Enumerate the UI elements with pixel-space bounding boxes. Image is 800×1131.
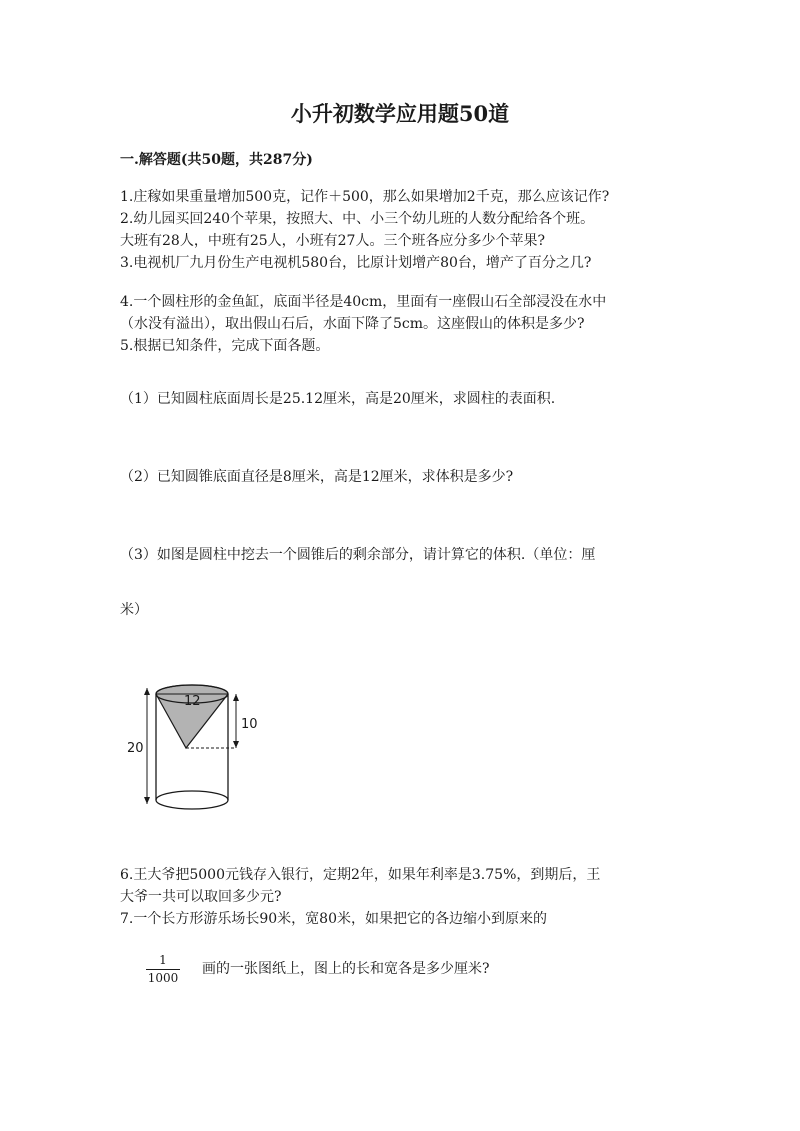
height-20-label: 20 [127, 741, 144, 756]
question-4-line-1: 4.一个圆柱形的金鱼缸，底面半径是40cm，里面有一座假山石全部浸没在水中 [120, 294, 607, 310]
question-5-part-3-line-2: 米） [120, 602, 148, 618]
fraction-denominator: 1000 [147, 971, 179, 985]
cylinder-cone-figure [118, 672, 268, 822]
fraction-1-over-1000 [146, 953, 180, 986]
diameter-label: 12 [184, 694, 201, 709]
question-5-part-1: （1）已知圆柱底面周长是25.12厘米，高是20厘米，求圆柱的表面积. [120, 391, 556, 407]
height-20-arrow-bottom [144, 797, 150, 804]
cone-height-label: 10 [241, 717, 258, 732]
question-5: 5.根据已知条件，完成下面各题。 [120, 338, 330, 354]
page-title: 小升初数学应用题50道 [290, 101, 510, 126]
question-2-line-2: 大班有28人，中班有25人，小班有27人。三个班各应分多少个苹果? [120, 233, 545, 249]
fraction-numerator: 1 [159, 953, 167, 967]
cylinder-bottom [156, 791, 228, 809]
question-6-line-1: 6.王大爷把5000元钱存入银行，定期2年，如果年利率是3.75%，到期后，王 [120, 867, 601, 883]
question-7-line-1: 7.一个长方形游乐场长90米，宽80米，如果把它的各边缩小到原来的 [120, 911, 547, 927]
question-3: 3.电视机厂九月份生产电视机580台，比原计划增产80台，增产了百分之几? [120, 255, 592, 271]
height-20-arrow-top [144, 688, 150, 695]
section-heading: 一.解答题(共50题，共287分) [120, 152, 313, 168]
question-4-line-2: （水没有溢出），取出假山石后，水面下降了5cm。这座假山的体积是多少? [120, 316, 585, 332]
question-5-part-3-line-1: （3）如图是圆柱中挖去一个圆锥后的剩余部分，请计算它的体积.（单位：厘 [120, 547, 596, 563]
question-1: 1.庄稼如果重量增加500克，记作＋500，那么如果增加2千克，那么应该记作? [120, 189, 610, 205]
question-2-line-1: 2.幼儿园买回240个苹果，按照大、中、小三个幼儿班的人数分配给各个班。 [120, 211, 595, 227]
question-7-line-2: 画的一张图纸上，图上的长和宽各是多少厘米? [202, 961, 490, 977]
question-6-line-2: 大爷一共可以取回多少元? [120, 889, 282, 905]
question-5-part-2: （2）已知圆锥底面直径是8厘米，高是12厘米，求体积是多少? [120, 469, 514, 485]
